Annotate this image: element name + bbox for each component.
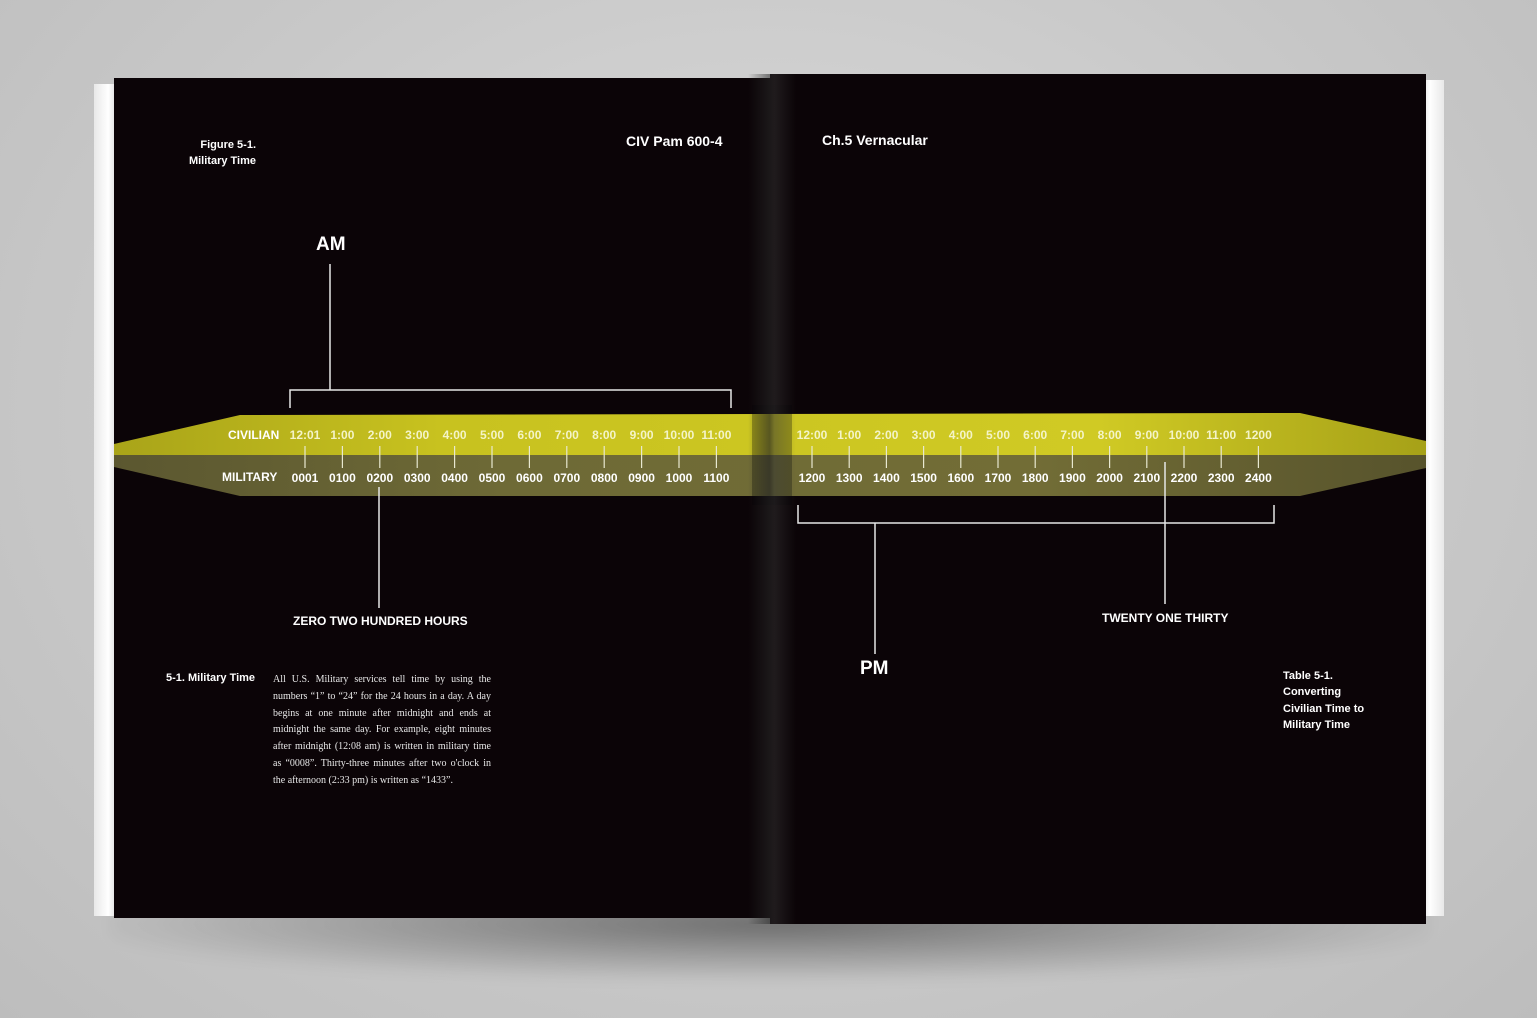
pm-bracket: [798, 505, 1274, 523]
table-caption-line: Converting: [1283, 686, 1342, 699]
am-military-tick-label: 0500: [478, 471, 506, 485]
am-civilian-tick-label: 3:00: [405, 428, 430, 442]
pm-civilian-tick-label: 1:00: [837, 428, 862, 442]
am-bracket: [290, 390, 731, 408]
pm-civilian-tick-label: 9:00: [1134, 428, 1159, 442]
am-civilian-tick-label: 4:00: [442, 428, 467, 442]
am-civilian-tick-label: 1:00: [330, 428, 355, 442]
am-military-tick-label: 1100: [703, 471, 730, 485]
am-military-tick-label: 0800: [590, 471, 618, 485]
civilian-row-label: CIVILIAN: [228, 428, 280, 442]
pm-civilian-tick-label: 11:00: [1206, 428, 1237, 442]
pm-civilian-tick-label: 1200: [1245, 428, 1272, 442]
figure-caption-line: Figure 5-1.: [200, 139, 256, 151]
figure-caption-line: Military Time: [188, 155, 256, 167]
pm-civilian-tick-label: 4:00: [948, 428, 973, 442]
table-caption-line: Civilian Time to: [1283, 702, 1365, 715]
pm-military-tick-label: 1300: [835, 471, 863, 485]
am-civilian-tick-label: 12:01: [289, 428, 321, 442]
am-civilian-tick-label: 11:00: [701, 428, 732, 442]
am-civilian-tick-label: 8:00: [592, 428, 617, 442]
am-civilian-tick-label: 5:00: [479, 428, 505, 442]
table-caption-line: Table 5-1.: [1283, 670, 1333, 682]
am-military-tick-label: 0300: [403, 471, 431, 485]
pm-civilian-tick-label: 12:00: [796, 428, 828, 442]
pm-military-tick-label: 1900: [1059, 471, 1086, 485]
am-civilian-tick-label: 10:00: [663, 428, 695, 442]
am-military-tick-label: 0200: [366, 471, 394, 485]
running-header-left: CIV Pam 600-4: [626, 133, 723, 149]
book-gutter: [748, 74, 796, 924]
am-military-tick-label: 0100: [329, 471, 356, 485]
am-civilian-tick-label: 2:00: [367, 428, 392, 442]
pm-military-tick-label: 2000: [1096, 471, 1123, 485]
pm-military-tick-label: 2100: [1133, 471, 1161, 485]
am-military-tick-label: 0600: [516, 471, 543, 485]
pm-civilian-tick-label: 2:00: [874, 428, 899, 442]
am-military-tick-label: 0900: [628, 471, 655, 485]
figure-caption: [186, 137, 256, 169]
pm-civilian-tick-label: 5:00: [985, 428, 1011, 442]
am-military-tick-label: 0001: [291, 471, 319, 485]
section-title: 5-1. Military Time: [166, 672, 256, 684]
body-text: All U.S. Military services tell time by using the numbers “1” to “24” for the 24 hours in a day. A day begins at one minute after midnight and ends at midnight the same day. For example, eight minutes after midnight (12:08 am) is written in military time as “0008”. Thirty-three minutes after two o'clock in the afternoon (2:33 pm) is written as “1433”.: [273, 674, 491, 786]
pm-military-tick-label: 2300: [1207, 471, 1235, 485]
pm-civilian-tick-label: 10:00: [1168, 428, 1200, 442]
table-caption: [1283, 668, 1403, 733]
am-label: AM: [316, 234, 346, 255]
pm-civilian-tick-label: 6:00: [1023, 428, 1048, 442]
pm-military-tick-label: 1700: [984, 471, 1012, 485]
am-military-tick-label: 0700: [553, 471, 581, 485]
pm-civilian-tick-label: 7:00: [1060, 428, 1085, 442]
am-civilian-tick-label: 7:00: [554, 428, 579, 442]
callout-twenty-one-thirty: TWENTY ONE THIRTY: [1102, 611, 1229, 625]
am-civilian-tick-label: 9:00: [629, 428, 654, 442]
pm-label: PM: [860, 658, 889, 679]
pm-civilian-tick-label: 8:00: [1097, 428, 1122, 442]
table-caption-line: Military Time: [1283, 718, 1351, 731]
pm-military-tick-label: 1800: [1021, 471, 1049, 485]
pm-civilian-tick-label: 3:00: [911, 428, 936, 442]
pm-military-tick-label: 2200: [1170, 471, 1198, 485]
am-military-tick-label: 1000: [665, 471, 693, 485]
military-row-label: MILITARY: [222, 470, 278, 484]
pm-military-tick-label: 1500: [910, 471, 937, 485]
pm-military-tick-label: 1600: [947, 471, 975, 485]
pm-military-tick-label: 2400: [1245, 471, 1272, 485]
pm-military-tick-label: 1400: [873, 471, 900, 485]
am-civilian-tick-label: 6:00: [517, 428, 542, 442]
pm-military-tick-label: 1200: [798, 471, 826, 485]
running-header-right: Ch.5 Vernacular: [822, 132, 928, 148]
callout-zero-two-hundred: ZERO TWO HUNDRED HOURS: [293, 614, 468, 628]
am-military-tick-label: 0400: [441, 471, 468, 485]
